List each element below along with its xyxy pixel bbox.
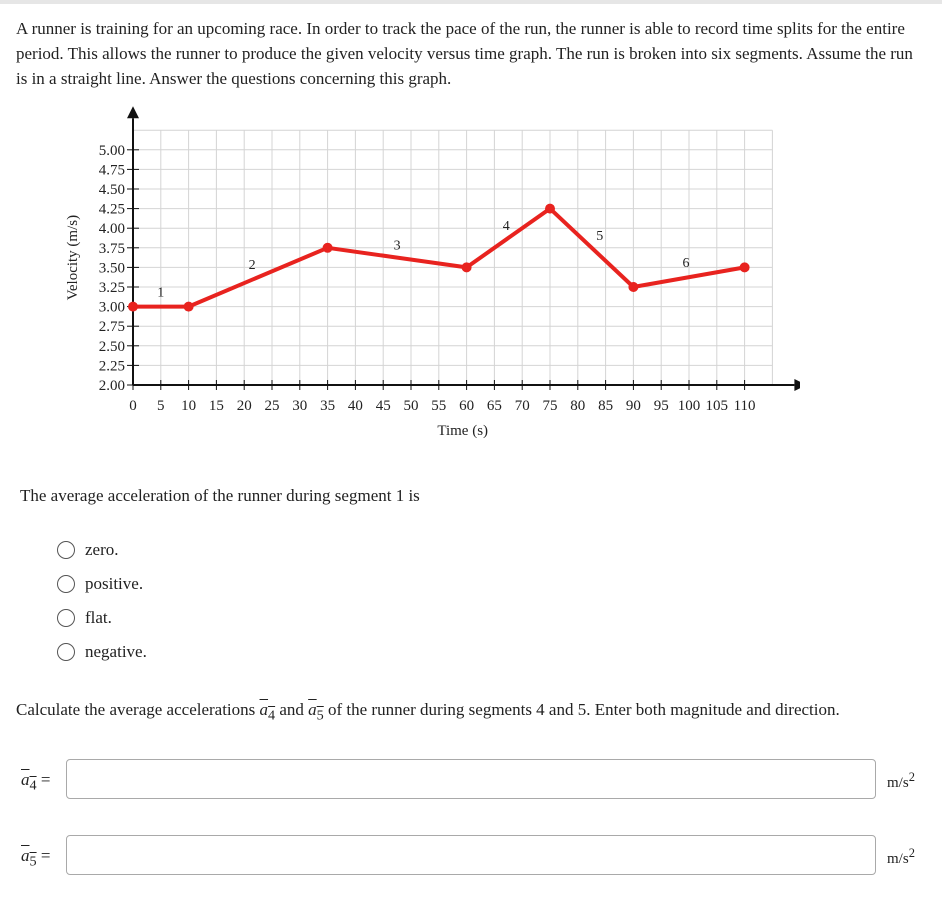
answer-row-a4 (0, 759, 942, 803)
question2-prompt: Calculate the average accelerations $a_4$ and $a_5$ of the runner during segments 4 and 5. Enter both magnitude and direction. (16, 700, 840, 724)
y-tick-label: 2.50 (98, 338, 125, 355)
velocity-time-chart (0, 100, 800, 450)
a5-symbol: $a_5$ (308, 700, 324, 724)
x-tick-label: 35 (320, 398, 336, 414)
x-axis-arrow (794, 379, 800, 391)
a4-symbol: $a_4$ (259, 700, 276, 724)
y-tick-label: 2.00 (98, 378, 125, 394)
y-tick-label: 4.75 (98, 162, 125, 179)
x-tick-label: 75 (542, 398, 558, 414)
radio-button[interactable] (57, 541, 75, 559)
data-point (462, 262, 472, 272)
segment-label: 2 (248, 258, 256, 274)
x-tick-label: 50 (403, 398, 419, 414)
y-tick-label: 3.75 (98, 240, 125, 257)
y-tick-label: 3.25 (98, 280, 125, 296)
y-tick-label: 3.50 (98, 260, 125, 277)
x-tick-label: 55 (431, 398, 447, 414)
unit-label: $m/s^2$ (887, 770, 915, 791)
x-tick-label: 85 (598, 398, 614, 414)
data-point (545, 204, 555, 214)
radio-button[interactable] (57, 643, 75, 661)
option-label: zero. (85, 540, 119, 559)
problem-intro: A runner is training for an upcoming race. In order to track the pace of the run, the runner is able to record time splits for the entire period. This allows the runner to produce the given velocity versus time graph. The run is broken into six segments. Assume the run is in a straight line. Answer the questions concerning this graph. (16, 19, 913, 88)
y-tick-label: 2.25 (98, 358, 125, 375)
x-axis-label: Time (s) (437, 423, 489, 439)
segment-label: 3 (393, 238, 401, 254)
x-tick-label: 30 (292, 398, 308, 414)
y-tick-label: 3.00 (98, 299, 125, 316)
answer-options (57, 533, 147, 669)
option-negative[interactable] (57, 635, 147, 669)
option-flat[interactable] (57, 601, 147, 635)
x-tick-label: 45 (375, 398, 391, 414)
option-label: positive. (85, 574, 144, 593)
radio-button[interactable] (57, 609, 75, 627)
x-tick-label: 40 (347, 398, 363, 414)
answer-label-a5: $a_5$ = (21, 846, 51, 870)
data-point (323, 243, 333, 253)
x-tick-label: 5 (157, 398, 165, 414)
y-axis-label: Velocity (m/s) (65, 214, 81, 301)
data-point (128, 302, 138, 312)
y-tick-label: 5.00 (98, 142, 125, 159)
option-zero[interactable] (57, 533, 147, 567)
a5-answer-input[interactable] (66, 835, 876, 875)
question1-prompt: The average acceleration of the runner during segment 1 is (20, 486, 420, 505)
segment-label: 4 (502, 219, 510, 234)
radio-button[interactable] (57, 575, 75, 593)
segment-label: 6 (682, 256, 690, 272)
x-tick-label: 90 (625, 398, 641, 414)
unit-label: $m/s^2$ (887, 846, 915, 867)
data-point (628, 282, 638, 292)
x-tick-label: 20 (236, 398, 252, 414)
x-tick-label: 15 (208, 398, 224, 414)
x-tick-label: 25 (264, 398, 280, 414)
x-tick-label: 70 (514, 398, 530, 414)
x-tick-label: 65 (486, 398, 502, 414)
option-label: flat. (85, 608, 112, 627)
data-point (184, 302, 194, 312)
x-tick-label: 105 (705, 398, 729, 414)
x-tick-label: 80 (570, 398, 586, 414)
answer-label-a4: $a_4$ = (21, 770, 51, 794)
x-tick-label: 10 (181, 398, 197, 414)
data-point (740, 262, 750, 272)
x-tick-label: 95 (653, 398, 669, 414)
a4-answer-input[interactable] (66, 759, 876, 799)
x-tick-label: 110 (733, 398, 756, 414)
segment-label: 1 (157, 285, 165, 301)
top-divider (0, 0, 942, 4)
y-axis-arrow (127, 106, 139, 118)
y-tick-label: 4.25 (98, 201, 125, 218)
segment-label: 5 (596, 228, 604, 244)
option-positive[interactable] (57, 567, 147, 601)
x-tick-label: 60 (459, 398, 475, 414)
x-tick-label: 0 (129, 398, 137, 414)
y-tick-label: 2.75 (98, 319, 125, 336)
y-tick-label: 4.50 (98, 182, 125, 198)
y-tick-label: 4.00 (98, 221, 125, 238)
x-tick-label: 100 (677, 398, 701, 414)
answer-row-a5 (0, 835, 942, 879)
option-label: negative. (85, 642, 147, 661)
